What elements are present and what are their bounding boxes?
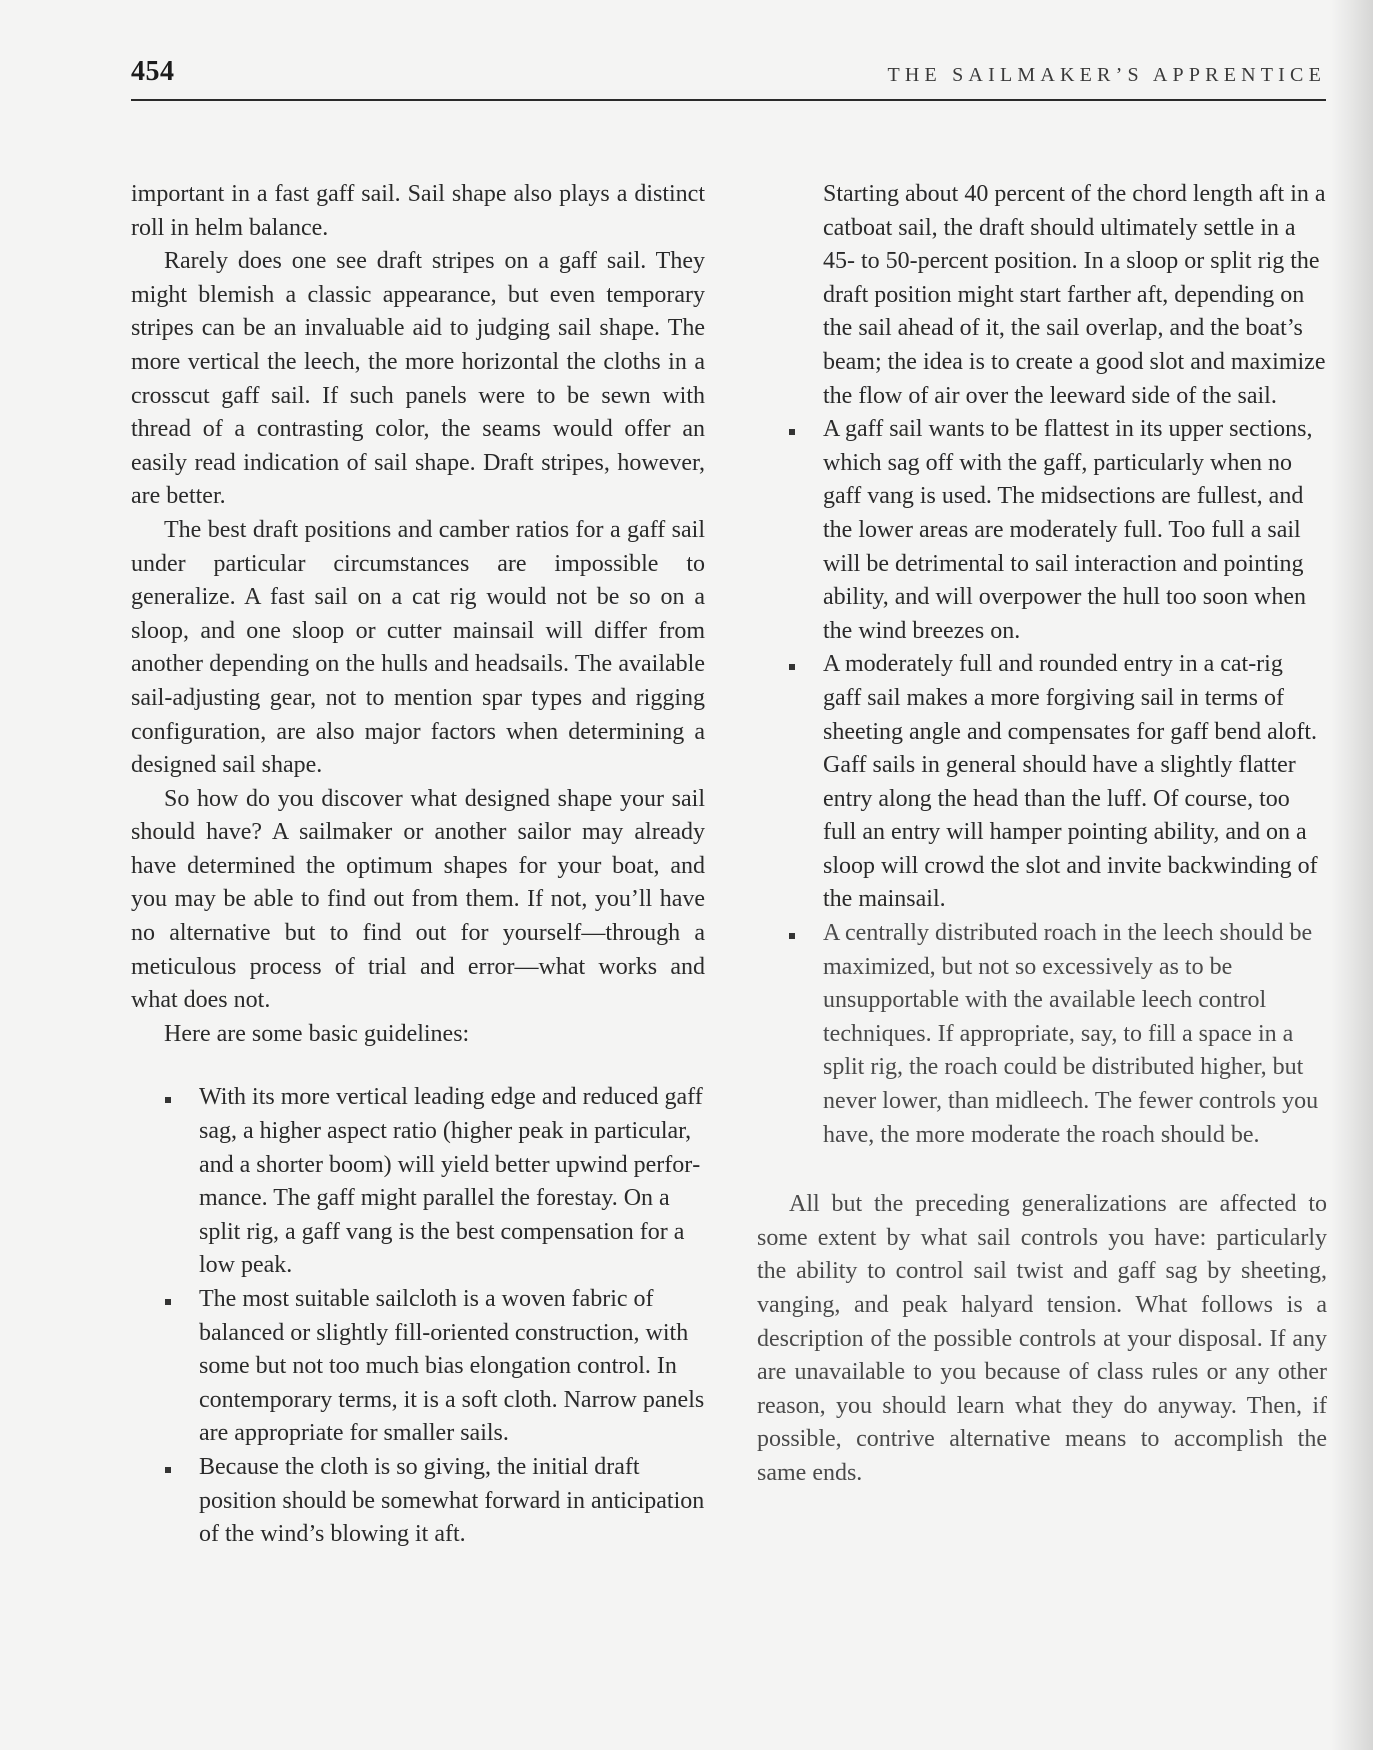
list-item-text: The most suitable sailcloth is a woven fabric of balanced or slightly fill-oriented construction, with some but not too much bias elongation control. In contemporary terms, it is a soft cloth. Narrow panels are appropriate for smaller sails. — [199, 1286, 705, 1447]
list-item — [199, 1283, 705, 1451]
right-column — [757, 178, 1327, 1491]
running-header-title: THE SAILMAKER’S APPRENTICE — [887, 64, 1326, 86]
list-item-continuation: Starting about 40 percent of the chord length aft in a catboat sail, the draft should ultimately settle in a 45- to 50-percent position. In a sloop or split rig the draft position might start farther aft, depending on the sail ahead of it, the sail overlap, and the boat’s beam; the idea is to create a good slot and maximize the flow of air over the leeward side of the sail. — [823, 181, 1326, 409]
list-item — [823, 413, 1327, 648]
list-item — [199, 1451, 705, 1552]
list-item — [823, 917, 1327, 1152]
guidelines-list-left — [199, 1081, 705, 1551]
paragraph-5: Here are some basic guidelines: — [164, 1020, 470, 1047]
left-column — [131, 178, 705, 1552]
list-item-text: With its more vertical leading edge and reduced gaff sag, a higher aspect ratio (higher peak in particular, and a shorter boom) will yield better upwind performance. The gaff might parallel the forestay. On a split rig, a gaff vang is the best compensation for a low peak. — [199, 1084, 703, 1279]
paragraph-2: Rarely does one see draft stripes on a gaff sail. They might blemish a classic appearance, but even temporary stripes can be an invaluable aid to judging sail shape. The more vertical the leech, the more horizontal the cloths in a crosscut gaff sail. If such panels were to be sewn with thread of a contrasting color, the seams would offer an easily read indication of sail shape. Draft stripes, however, are better. — [131, 248, 705, 510]
list-item-text: A gaff sail wants to be flattest in its upper sections, which sag off with the gaff, particularly when no gaff vang is used. The midsections are fullest, and the lower areas are moderately full. Too full a sail will be detrimental to sail interaction and pointing ability, and will overpower the hull too soon when the wind breezes on. — [823, 416, 1313, 644]
bullet-icon — [789, 933, 795, 939]
bullet-icon — [165, 1467, 171, 1473]
list-item-text: Because the cloth is so giving, the initial draft position should be somewhat forward in anticipation of the wind’s blowing it aft. — [199, 1453, 705, 1548]
page-edge-shadow — [1331, 0, 1373, 1750]
list-item-text: A centrally distributed roach in the leech should be maximized, but not so excessively as to be unsupportable with the available leech control techniques. If appropriate, say, to fill a space in a split rig, the roach could be distributed higher, but never lower, than midleech. The fewer controls you have, the more moderate the roach should be. — [823, 920, 1319, 1148]
list-item — [823, 648, 1327, 917]
page-number: 454 — [131, 56, 175, 87]
list-item — [199, 1081, 705, 1283]
bullet-icon — [789, 429, 795, 435]
paragraph-1: important in a fast gaff sail. Sail shape also plays a distinct roll in helm balance. — [131, 181, 705, 241]
paragraph-4: So how do you discover what designed shape your sail should have? A sailmaker or another sailor may already have determined the optimum shapes for your boat, and you may be able to find out from them. If not, you’ll have no alternative but to find out for yourself—through a meticulous process of trial and error—what works and what does not. — [131, 785, 705, 1014]
paragraph-3: The best draft positions and camber ratios for a gaff sail under particular circumstances are impossible to generalize. A fast sail on a cat rig would not be so on a sloop, and one sloop or cutter mainsail will differ from another depending on the hulls and headsails. The available sail-adjusting gear, not to mention spar types and rigging configuration, are also major factors when determining a designed sail shape. — [131, 516, 705, 779]
header-rule — [131, 99, 1326, 101]
guidelines-list-right — [823, 413, 1327, 1152]
closing-paragraph: All but the preceding generalizations are affected to some extent by what sail controls you have: particularly the ability to control sail twist and gaff sag by sheeting, vanging, and peak halyard tension. What follows is a description of the possible controls at your disposal. If any are unavailable to you because of class rules or any other reason, you should learn what they do anyway. Then, if possible, contrive alternative means to accomplish the same ends. — [757, 1191, 1327, 1486]
bullet-icon — [165, 1097, 171, 1103]
bullet-icon — [165, 1299, 171, 1305]
list-item-text: A moderately full and rounded entry in a cat-rig gaff sail makes a more forgiving sail in terms of sheeting angle and compensates for gaff bend aloft. Gaff sails in general should have a slightly flatter entry along the head than the luff. Of course, too full an entry will hamper pointing ability, and on a sloop will crowd the slot and invite backwinding of the mainsail. — [823, 651, 1318, 913]
bullet-icon — [789, 664, 795, 670]
